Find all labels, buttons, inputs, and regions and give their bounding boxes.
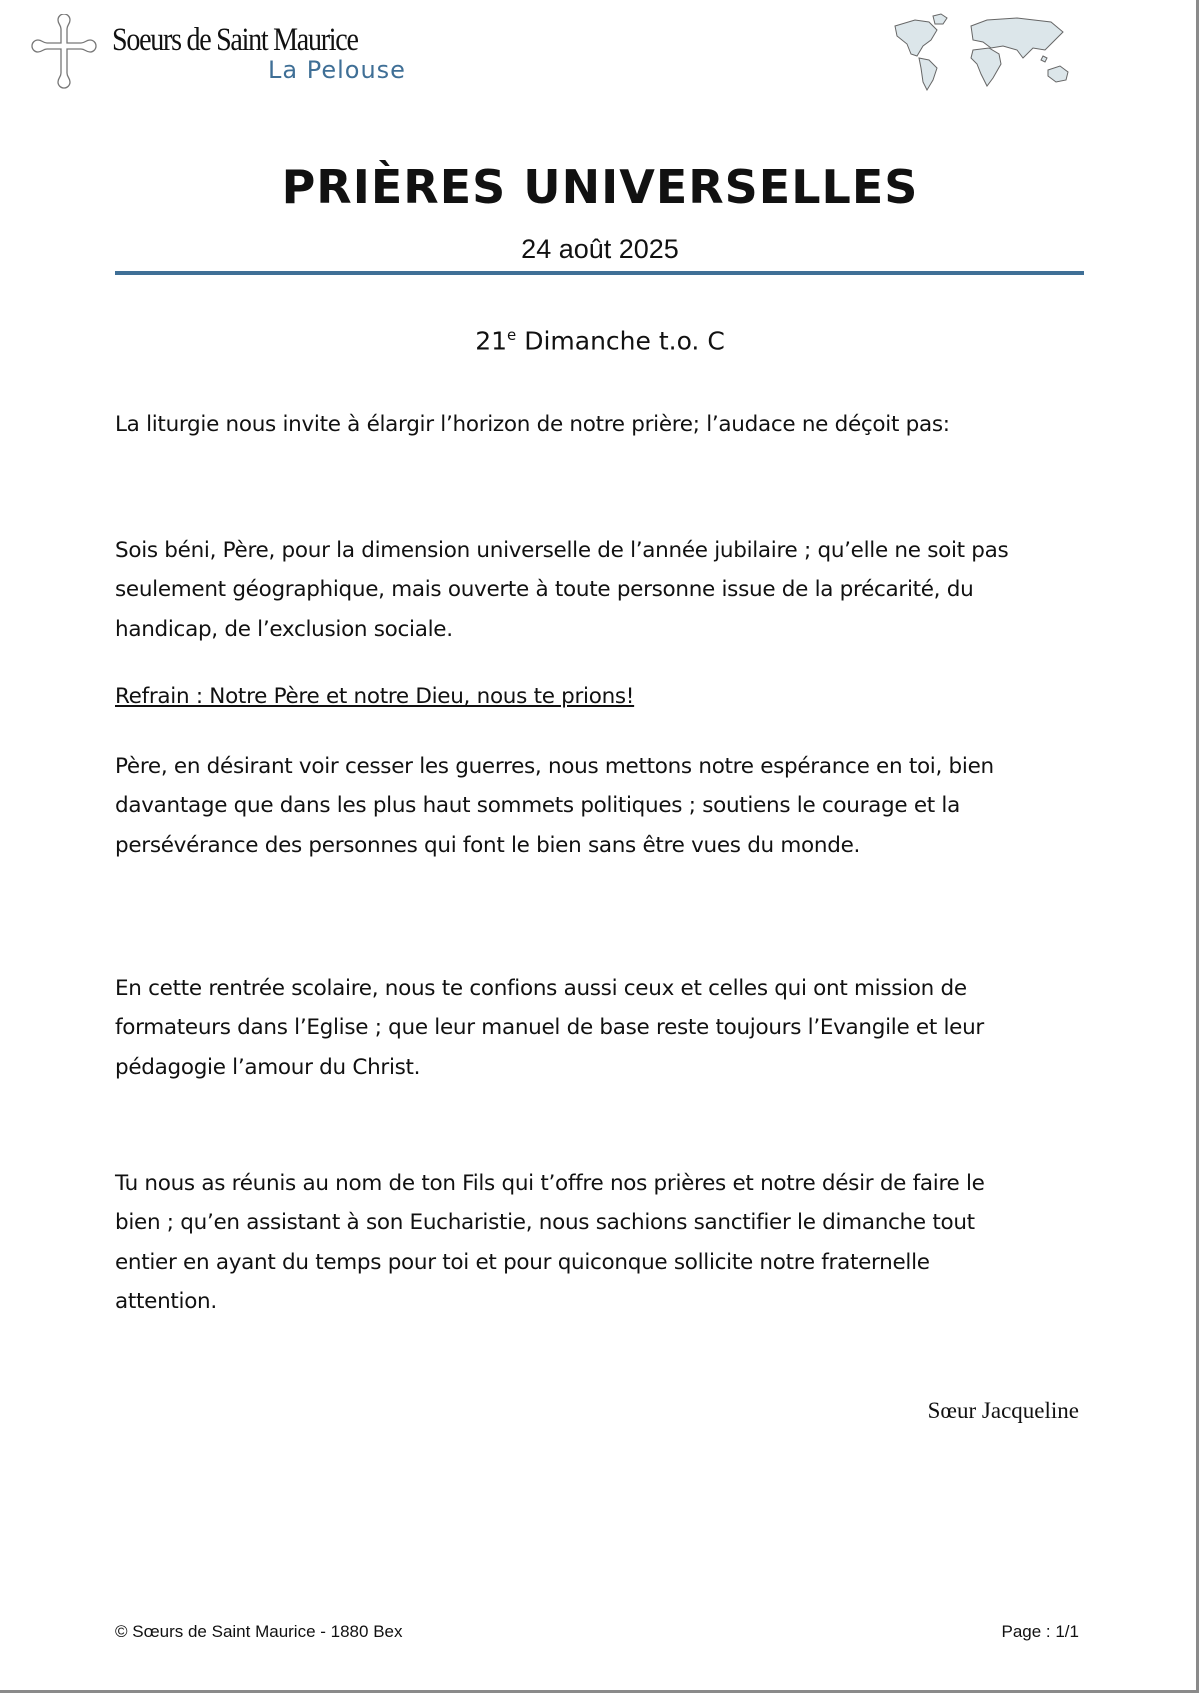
text-line: La liturgie nous invite à élargir l’horizon de notre prière; l’audace ne déçoit pas: <box>115 412 950 437</box>
sunday-number: 21 <box>475 326 508 356</box>
prayer-1 <box>115 531 1008 649</box>
text-line: Père, en désirant voir cesser les guerres, nous mettons notre espérance en toi, bien <box>115 754 994 779</box>
footer-page-number: Page : 1/1 <box>1001 1622 1079 1641</box>
logo-name: Soeurs de Saint Maurice <box>112 22 358 58</box>
intro-paragraph <box>115 405 950 444</box>
text-line: pédagogie l’amour du Christ. <box>115 1054 421 1080</box>
prayer-3 <box>115 969 984 1087</box>
sunday-label: Dimanche t.o. C <box>516 326 725 356</box>
cross-icon <box>28 14 100 92</box>
text-line: persévérance des personnes qui font le bien sans être vues du monde. <box>115 832 861 858</box>
text-line: handicap, de l’exclusion sociale. <box>115 616 453 642</box>
liturgical-day <box>0 326 1200 355</box>
text-line: entier en ayant du temps pour toi et pour quiconque sollicite notre fraternelle <box>115 1249 930 1275</box>
logo-subtitle: La Pelouse <box>268 56 406 84</box>
title-divider <box>115 271 1084 275</box>
signature: Sœur Jacqueline <box>927 1398 1079 1423</box>
text-line: En cette rentrée scolaire, nous te confions aussi ceux et celles qui ont mission de <box>115 976 967 1001</box>
world-map-icon <box>893 12 1088 92</box>
text-line: bien ; qu’en assistant à son Eucharistie, nous sachions sanctifier le dimanche tout <box>115 1210 975 1236</box>
text-line: attention. <box>115 1288 217 1314</box>
text-line: Tu nous as réunis au nom de ton Fils qui t’offre nos prières et notre désir de faire le <box>115 1171 985 1196</box>
refrain: Refrain : Notre Père et notre Dieu, nous te prions! <box>115 684 635 709</box>
page-title: PRIÈRES UNIVERSELLES <box>281 160 919 214</box>
prayer-4 <box>115 1164 985 1321</box>
text-line: davantage que dans les plus haut sommets politiques ; soutiens le courage et la <box>115 793 960 819</box>
text-line: Sois béni, Père, pour la dimension universelle de l’année jubilaire ; qu’elle ne soit pas <box>115 538 1009 563</box>
text-line: seulement géographique, mais ouverte à toute personne issue de la précarité, du <box>115 577 974 603</box>
text-line: formateurs dans l’Eglise ; que leur manuel de base reste toujours l’Evangile et leur <box>115 1015 984 1041</box>
footer-copyright: © Sœurs de Saint Maurice - 1880 Bex <box>115 1622 403 1641</box>
prayer-2 <box>115 747 994 865</box>
date: 24 août 2025 <box>521 234 679 264</box>
sunday-suffix: e <box>507 326 517 344</box>
